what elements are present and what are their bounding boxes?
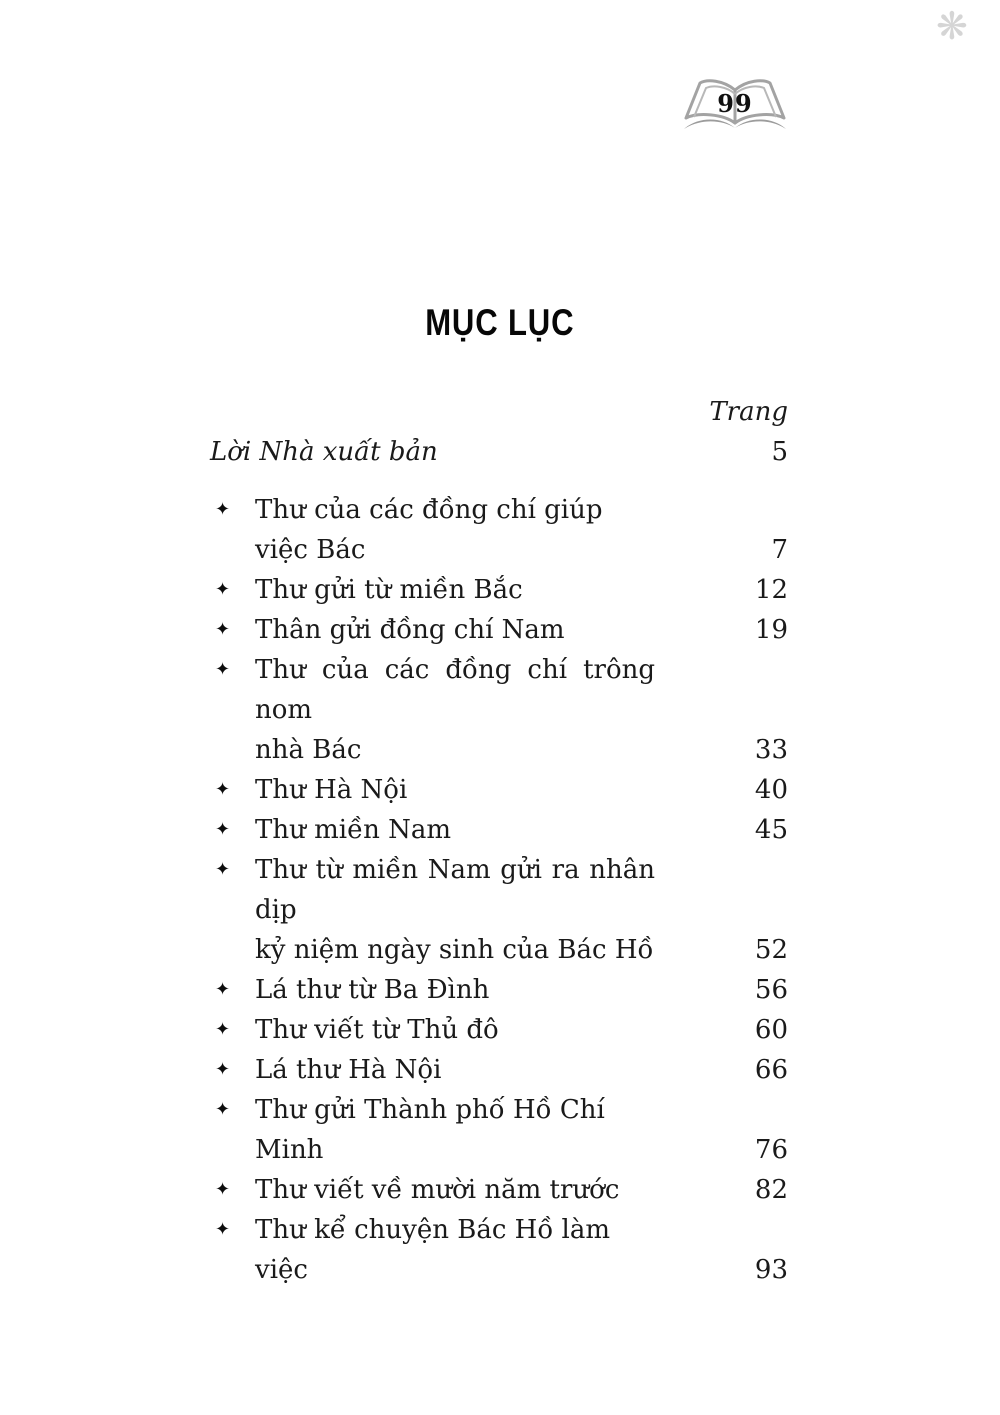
page-title: MỤC LỤC bbox=[425, 302, 575, 343]
four-pointed-star-icon: ✦ bbox=[215, 1019, 231, 1040]
toc-item-title-line: Thư miền Nam bbox=[255, 815, 451, 845]
toc-item-title bbox=[255, 1090, 655, 1170]
toc-item-page: 76 bbox=[754, 1135, 788, 1165]
toc-item-title bbox=[255, 970, 655, 1010]
toc-item-title-line: Lá thư Hà Nội bbox=[255, 1055, 442, 1085]
toc-item-page: 93 bbox=[754, 1255, 788, 1285]
toc-item-title-line: Thư từ miền Nam gửi ra nhân dịp bbox=[255, 855, 655, 925]
four-pointed-star-icon: ✦ bbox=[215, 1219, 231, 1240]
toc-item-title-line: Thư của các đồng chí giúp việc Bác bbox=[255, 495, 603, 565]
toc-item-title-line: Thư gửi từ miền Bắc bbox=[255, 575, 523, 605]
toc-item-title-line: Thư viết về mười năm trước bbox=[255, 1175, 620, 1205]
flower-ornament-icon: ❋ bbox=[936, 4, 968, 48]
four-pointed-star-icon: ✦ bbox=[215, 499, 231, 520]
toc-item bbox=[210, 810, 788, 850]
toc-item-title-line: kỷ niệm ngày sinh của Bác Hồ bbox=[255, 935, 654, 965]
four-pointed-star-icon: ✦ bbox=[215, 579, 231, 600]
toc-item-page: 12 bbox=[754, 575, 788, 605]
toc-item-title-line: Thư gửi Thành phố Hồ Chí Minh bbox=[255, 1095, 605, 1165]
page-column-header: Trang bbox=[709, 397, 788, 427]
preface-title: Lời Nhà xuất bản bbox=[210, 437, 438, 467]
toc-item bbox=[210, 1170, 788, 1210]
toc-item-title-line: Thư viết từ Thủ đô bbox=[255, 1015, 499, 1045]
toc-item-title bbox=[255, 570, 655, 610]
toc-item-page: 52 bbox=[754, 935, 788, 965]
toc-item-page: 82 bbox=[754, 1175, 788, 1205]
toc-item bbox=[210, 850, 788, 970]
toc-item-title bbox=[255, 1170, 655, 1210]
toc-item bbox=[210, 770, 788, 810]
toc-item bbox=[210, 1050, 788, 1090]
four-pointed-star-icon: ✦ bbox=[215, 1099, 231, 1120]
table-of-contents bbox=[210, 392, 788, 1290]
badge-page-number: 99 bbox=[717, 89, 753, 118]
toc-item-page: 7 bbox=[771, 535, 788, 565]
toc-item-title-line: Lá thư từ Ba Đình bbox=[255, 975, 490, 1005]
toc-item-title bbox=[255, 1210, 655, 1290]
toc-item-page: 56 bbox=[754, 975, 788, 1005]
preface-row bbox=[210, 432, 788, 472]
toc-item-title-line: nhà Bác bbox=[255, 735, 362, 765]
toc-item bbox=[210, 970, 788, 1010]
toc-item bbox=[210, 570, 788, 610]
four-pointed-star-icon: ✦ bbox=[215, 819, 231, 840]
toc-item-title bbox=[255, 1010, 655, 1050]
four-pointed-star-icon: ✦ bbox=[215, 979, 231, 1000]
four-pointed-star-icon: ✦ bbox=[215, 1179, 231, 1200]
toc-item-title-line: Thư Hà Nội bbox=[255, 775, 408, 805]
four-pointed-star-icon: ✦ bbox=[215, 619, 231, 640]
open-book-ornament bbox=[682, 78, 788, 132]
toc-item bbox=[210, 1210, 788, 1290]
toc-item-page: 66 bbox=[754, 1055, 788, 1085]
toc-item-title bbox=[255, 850, 655, 970]
four-pointed-star-icon: ✦ bbox=[215, 779, 231, 800]
toc-item bbox=[210, 610, 788, 650]
toc-item-title bbox=[255, 770, 655, 810]
toc-item-page: 40 bbox=[754, 775, 788, 805]
toc-item bbox=[210, 1010, 788, 1050]
toc-item-page: 45 bbox=[754, 815, 788, 845]
four-pointed-star-icon: ✦ bbox=[215, 659, 231, 680]
preface-page-number: 5 bbox=[771, 437, 788, 467]
toc-item-title bbox=[255, 490, 655, 570]
toc-item-page: 60 bbox=[754, 1015, 788, 1045]
toc-item-title bbox=[255, 1050, 655, 1090]
four-pointed-star-icon: ✦ bbox=[215, 1059, 231, 1080]
toc-item-title-line: Thư của các đồng chí trông nom bbox=[255, 655, 655, 725]
toc-list bbox=[210, 490, 788, 1290]
toc-item-title-line: Thư kể chuyện Bác Hồ làm việc bbox=[255, 1215, 610, 1285]
toc-item-title bbox=[255, 810, 655, 850]
toc-item-title-line: Thân gửi đồng chí Nam bbox=[255, 615, 565, 645]
toc-item-page: 33 bbox=[754, 735, 788, 765]
four-pointed-star-icon: ✦ bbox=[215, 859, 231, 880]
toc-item-page: 19 bbox=[754, 615, 788, 645]
toc-item-title bbox=[255, 650, 655, 770]
toc-item-title bbox=[255, 610, 655, 650]
toc-item bbox=[210, 650, 788, 770]
toc-item bbox=[210, 490, 788, 570]
toc-item bbox=[210, 1090, 788, 1170]
